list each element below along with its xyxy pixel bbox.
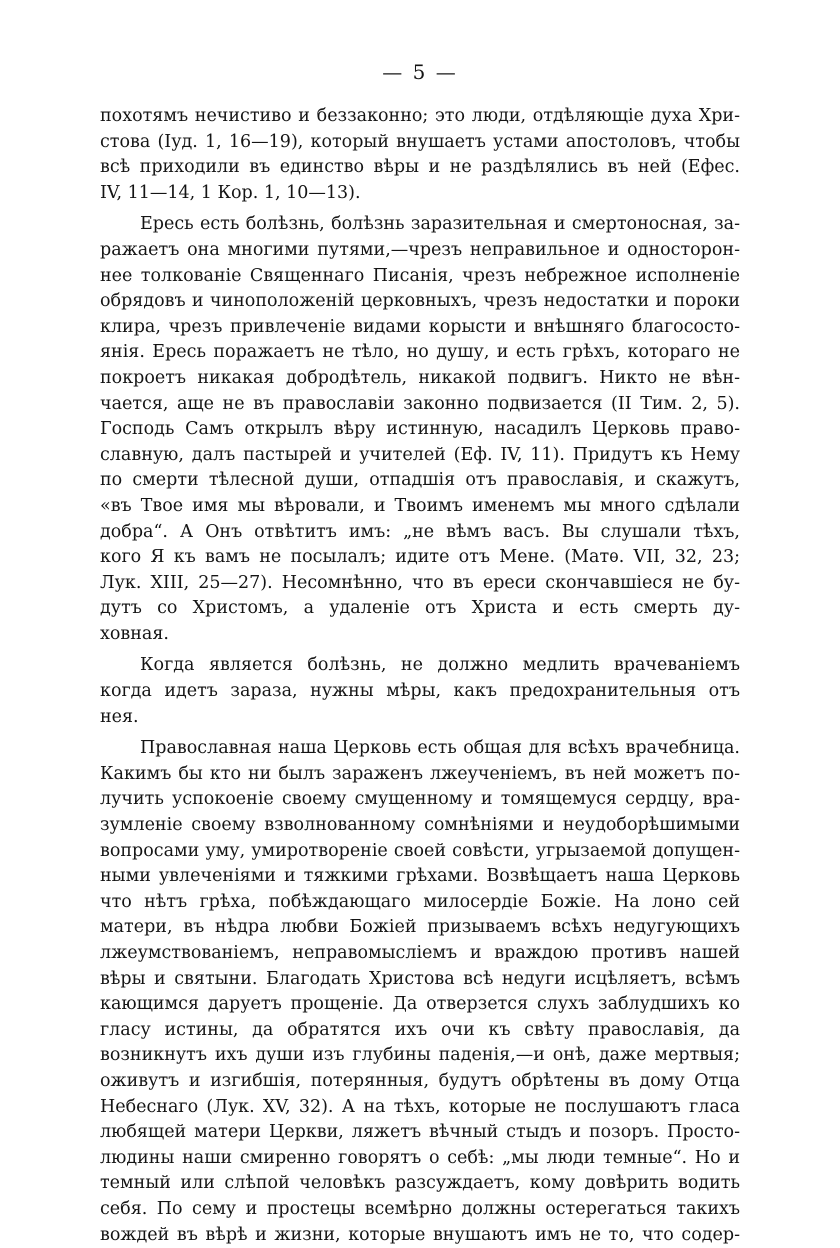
text-line: похотямъ нечистиво и беззаконно; это люди, отдѣляющіе духа Хри- (100, 106, 740, 126)
paragraph (100, 212, 740, 647)
text-line: лжеумствованіемъ, неправомысліемъ и враждою противъ нашей (100, 943, 740, 963)
text-line: славную, далъ пастырей и учителей (Еф. IV, 11). Придутъ къ Нему (100, 444, 740, 465)
text-line: Православная наша Церковь есть общая для всѣхъ врачебница. (140, 738, 740, 759)
text-line: нее толкованіе Священнаго Писанія, чрезъ небрежное исполненіе (100, 265, 740, 286)
text-line: Лук. XIII, 25—27). Несомнѣнно, что въ ереси скончавшіеся не бу- (100, 572, 740, 593)
text-line: добра“. А Онъ отвѣтитъ имъ: „не вѣмъ васъ. Вы слушали тѣхъ, (100, 521, 740, 542)
text-line: покроетъ никакая добродѣтель, никакой подвигъ. Никто не вѣн- (100, 367, 740, 388)
text-line: нея. (100, 706, 139, 727)
text-line: возникнутъ ихъ души изъ глубины паденія,—и онѣ, даже мертвыя; (100, 1045, 740, 1066)
text-line: «въ Твое имя мы вѣровали, и Твоимъ именемъ мы много сдѣлали (100, 495, 740, 516)
text-line: когда идетъ зараза, нужны мѣры, какъ предохранительныя отъ (100, 681, 740, 702)
text-line: ховная. (100, 623, 169, 644)
text-line: кого Я къ вамъ не посылалъ; идите отъ Мене. (Матѳ. VII, 32, 23; (100, 547, 740, 568)
text-line: любящей матери Церкви, ляжетъ вѣчный стыдъ и позоръ. Просто- (100, 1122, 740, 1143)
text-line: ными увлеченіями и тяжкими грѣхами. Возвѣщаетъ наша Церковь (100, 866, 740, 887)
text-line: обрядовъ и чиноположеній церковныхъ, чрезъ недостатки и пороки (100, 291, 740, 312)
text-line: матери, въ нѣдра любви Божіей призываемъ всѣхъ недугующихъ (100, 917, 740, 938)
text-line: оживутъ и изгибшія, потерянныя, будутъ обрѣтены въ дому Отца (100, 1070, 740, 1091)
text-line: Господь Самъ открылъ вѣру истинную, насадилъ Церковь право- (100, 419, 740, 440)
page-number: — 5 — (382, 60, 458, 84)
paragraph (100, 653, 740, 730)
text-line: людины наши смиренно говорятъ о себѣ: „мы люди темные“. Но и (100, 1147, 740, 1168)
text-line: янія. Ересь поражаетъ не тѣло, но душу, и есть грѣхъ, котораго не (100, 342, 740, 363)
paragraph (100, 104, 740, 206)
text-line: ражаетъ она многими путями,—чрезъ неправильное и односторон- (100, 239, 740, 260)
body-text (100, 104, 740, 1248)
text-line: зумленіе своему взволнованному сомнѣніями и неудоборѣшимыми (100, 815, 740, 836)
text-line: вѣры и святыни. Благодать Христова всѣ недуги исцѣляетъ, всѣмъ (100, 968, 740, 989)
text-line: Какимъ бы кто ни былъ зараженъ лжеученіемъ, въ ней можетъ по- (100, 763, 740, 784)
text-line: что нѣтъ грѣха, побѣждающаго милосердіе Божіе. На лоно сей (100, 891, 740, 912)
text-line: темный или слѣпой человѣкъ разсуждаетъ, кому довѣрить водить (100, 1173, 740, 1194)
text-line: себя. По сему и простецы всемѣрно должны остерегаться такихъ (100, 1198, 740, 1219)
text-line: по смерти тѣлесной души, отпадшія отъ православія, и скажутъ, (100, 470, 740, 491)
text-line: IV, 11—14, 1 Кор. 1, 10—13). (100, 182, 361, 203)
text-line: лучить успокоеніе своему смущенному и томящемуся сердцу, вра- (100, 789, 740, 810)
text-line: всѣ приходили въ единство вѣры и не раздѣлялись въ ней (Ефес. (100, 157, 740, 178)
text-line: чается, аще не въ православіи законно подвизается (II Тим. 2, 5). (100, 393, 740, 414)
text-line: Небеснаго (Лук. XV, 32). А на тѣхъ, которые не послушаютъ гласа (100, 1096, 740, 1117)
text-line: гласу истины, да обратятся ихъ очи къ свѣту православія, да (100, 1019, 740, 1040)
text-line: Когда является болѣзнь, не должно медлить врачеваніемъ (140, 655, 740, 676)
text-line: кающимся даруетъ прощеніе. Да отверзется слухъ заблудшихъ ко (100, 994, 740, 1015)
text-line: клира, чрезъ привлеченіе видами корысти и внѣшняго благососто- (100, 316, 740, 337)
text-line: вождей въ вѣрѣ и жизни, которые внушаютъ имъ не то, что содер- (100, 1224, 740, 1245)
text-line: Ересь есть болѣзнь, болѣзнь заразительная и смертоносная, за- (140, 214, 740, 235)
paragraph (100, 736, 740, 1248)
text-line: стова (Iуд. 1, 16—19), который внушаетъ устами апостоловъ, чтобы (100, 131, 740, 152)
text-line: дутъ со Христомъ, а удаленіе отъ Христа и есть смерть ду- (100, 598, 740, 619)
text-line: вопросами уму, умиротвореніе своей совѣсти, угрызаемой допущен- (100, 840, 740, 861)
